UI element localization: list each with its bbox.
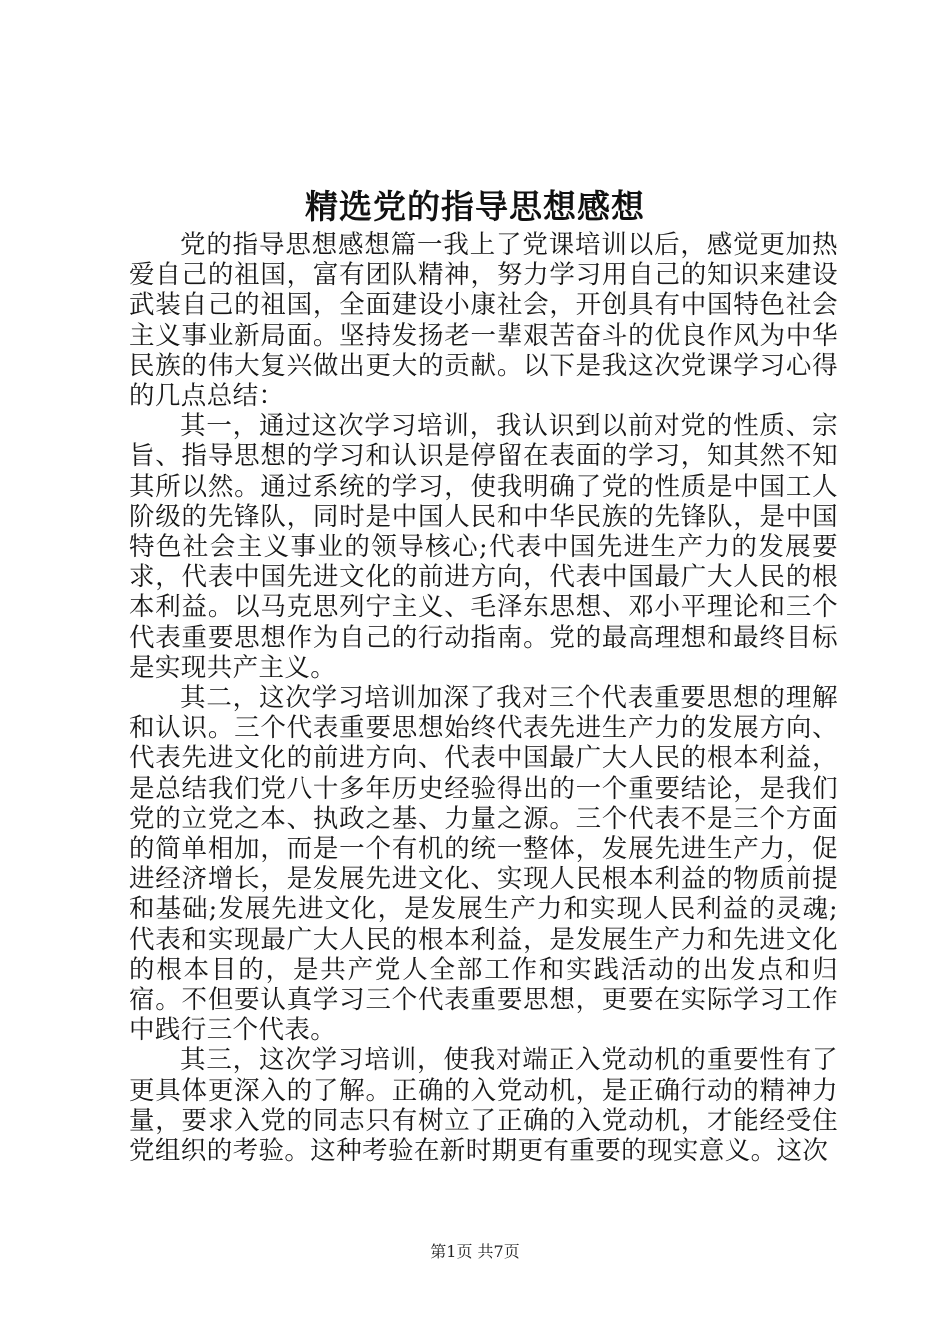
document-body — [129, 230, 838, 1166]
document-title: 精选党的指导思想感想 — [305, 187, 645, 226]
paragraph-first: 其一，通过这次学习培训，我认识到以前对党的性质、宗旨、指导思想的学习和认识是停留在表面的学习，知其然不知其所以然。通过系统的学习，使我明确了党的性质是中国工人阶级的先锋队，同时是中国人民和中华民族的先锋队，是中国特色社会主义事业的领导核心;代表中国先进生产力的发展要求，代表中国先进文化的前进方向，代表中国最广大人民的根本利益。以马克思列宁主义、毛泽东思想、邓小平理论和三个代表重要思想作为自己的行动指南。党的最高理想和最终目标是实现共产主义。 — [129, 411, 838, 683]
paragraph-intro: 党的指导思想感想篇一我上了党课培训以后，感觉更加热爱自己的祖国，富有团队精神，努力学习用自己的知识来建设武装自己的祖国，全面建设小康社会，开创具有中国特色社会主义事业新局面。坚持发扬老一辈艰苦奋斗的优良作风为中华民族的伟大复兴做出更大的贡献。以下是我这次党课学习心得的几点总结： — [129, 230, 838, 412]
paragraph-second: 其二，这次学习培训加深了我对三个代表重要思想的理解和认识。三个代表重要思想始终代表先进生产力的发展方向、代表先进文化的前进方向、代表中国最广大人民的根本利益，是总结我们党八十多年历史经验得出的一个重要结论，是我们党的立党之本、执政之基、力量之源。三个代表不是三个方面的简单相加，而是一个有机的统一整体，发展先进生产力，促进经济增长，是发展先进文化、实现人民根本利益的物质前提和基础;发展先进文化，是发展生产力和实现人民利益的灵魂;代表和实现最广大人民的根本利益，是发展生产力和先进文化的根本目的，是共产党人全部工作和实践活动的出发点和归宿。不但要认真学习三个代表重要思想，更要在实际学习工作中践行三个代表。 — [129, 683, 838, 1046]
paragraph-third: 其三，这次学习培训，使我对端正入党动机的重要性有了更具体更深入的了解。正确的入党动机，是正确行动的精神力量，要求入党的同志只有树立了正确的入党动机，才能经受住党组织的考验。这种考验在新时期更有重要的现实意义。这次 — [129, 1045, 838, 1167]
page-number-footer: 第1页 共7页 — [430, 1242, 520, 1261]
